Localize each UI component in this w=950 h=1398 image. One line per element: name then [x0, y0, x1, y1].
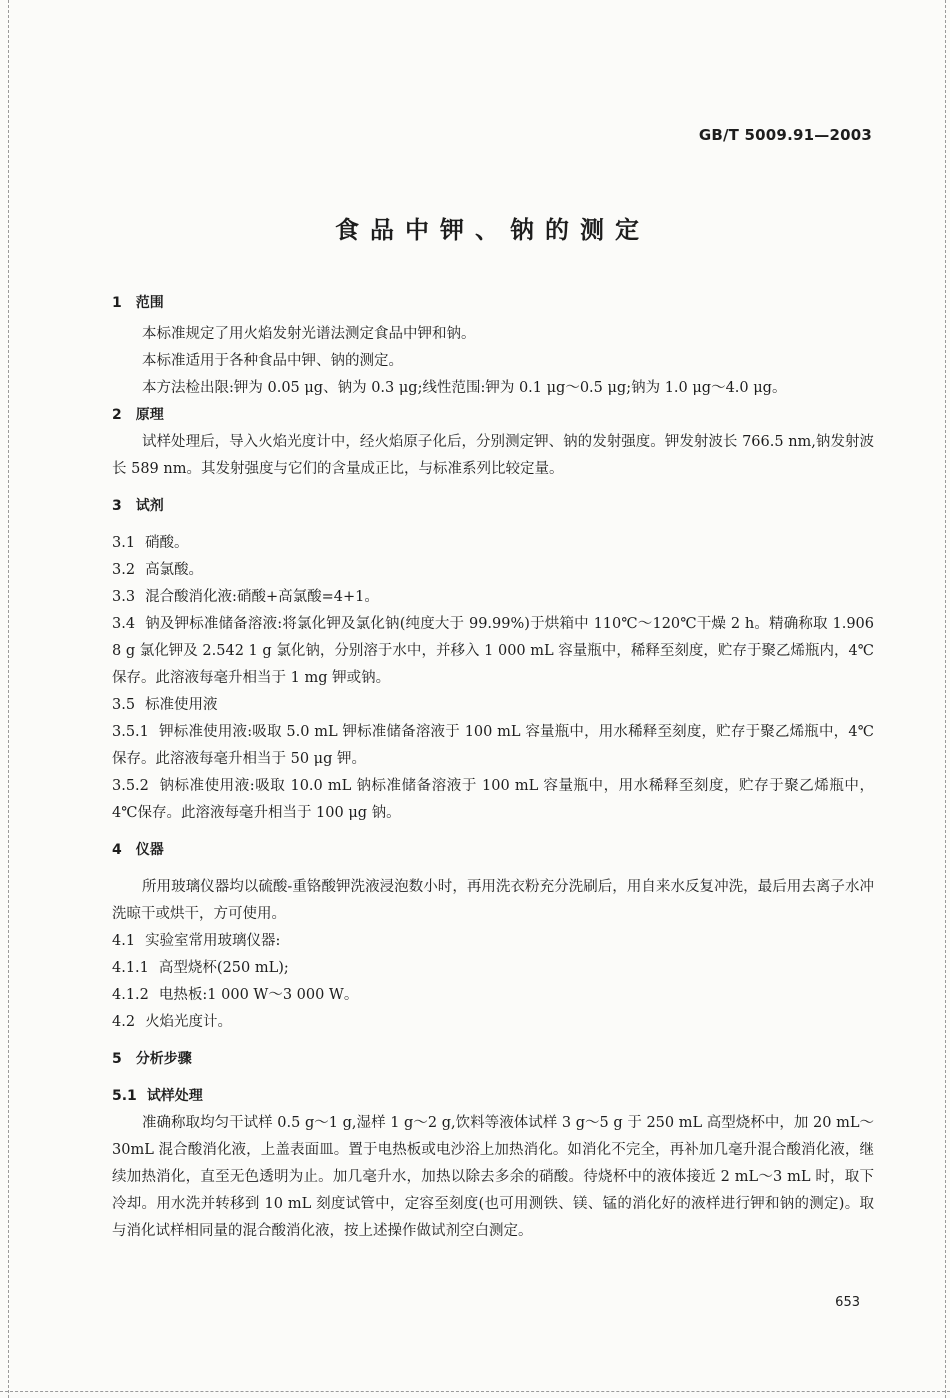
list-item: 3.5.1 钾标准使用液:吸取 5.0 mL 钾标准储备溶液于 100 mL 容量瓶中，用水稀释至刻度，贮存于聚乙烯瓶中，4℃保存。此溶液每毫升相当于 50 μg 钾。 — [112, 724, 874, 767]
section-title: 试剂 — [135, 498, 164, 514]
paragraph: 本方法检出限:钾为 0.05 μg、钠为 0.3 μg;线性范围:钾为 0.1 μg～0.5 μg;钠为 1.0 μg～4.0 μg。 — [142, 380, 787, 396]
list-item: 3.2 高氯酸。 — [112, 562, 204, 578]
section-heading-principle — [112, 402, 874, 429]
section-title: 原理 — [135, 407, 164, 423]
scan-edge-bottom — [0, 1391, 950, 1392]
section-heading-procedure — [112, 1046, 874, 1073]
section-number: 5 — [112, 1051, 122, 1067]
paragraph: 试样处理后，导入火焰光度计中，经火焰原子化后，分别测定钾、钠的发射强度。钾发射波长 766.5 nm,钠发射波长 589 nm。其发射强度与它们的含量成正比，与标准系列比较定量。 — [112, 434, 875, 477]
section-heading-scope — [112, 290, 874, 317]
paragraph: 本标准适用于各种食品中钾、钠的测定。 — [142, 353, 403, 369]
section-number: 4 — [112, 842, 122, 858]
list-item: 3.5.2 钠标准使用液:吸取 10.0 mL 钠标准储备溶液于 100 mL 容量瓶中，用水稀释至刻度，贮存于聚乙烯瓶中，4℃保存。此溶液每毫升相当于 100 μg 钠。 — [112, 778, 874, 821]
section-heading-apparatus — [112, 837, 874, 864]
list-item: 4.1.2 电热板:1 000 W～3 000 W。 — [112, 987, 359, 1003]
document-body — [112, 290, 874, 1245]
list-item: 4.1.1 高型烧杯(250 mL); — [112, 960, 289, 976]
subsection-heading-sample-treatment: 5.1 试样处理 — [112, 1088, 203, 1104]
section-title: 范围 — [135, 295, 164, 311]
paragraph: 准确称取均匀干试样 0.5 g～1 g,湿样 1 g～2 g,饮料等液体试样 3 g～5 g 于 250 mL 高型烧杯中，加 20 mL～30mL 混合酸消化液，上盖表面皿。置于电热板或电沙浴上加热消化。如消化不完全，再补加几毫升混合酸消化液，继续加热消化，直至无色透明为止。加几毫升水，加热以除去多余的硝酸。待烧杯中的液体接近 2 mL～3 mL 时，取下冷却。用水洗并转移到 10 mL 刻度试管中，定容至刻度(也可用测铁、镁、锰的消化好的液样进行钾和钠的测定)。取与消化试样相同量的混合酸消化液，按上述操作做试剂空白测定。 — [112, 1115, 874, 1239]
section-title: 仪器 — [135, 842, 164, 858]
standard-number: GB/T 5009.91—2003 — [698, 126, 872, 144]
paragraph: 本标准规定了用火焰发射光谱法测定食品中钾和钠。 — [142, 326, 476, 342]
list-item: 3.1 硝酸。 — [112, 535, 189, 551]
page-title: 食品中钾、钠的测定 — [335, 216, 650, 244]
section-number: 3 — [112, 498, 122, 514]
list-item: 4.1 实验室常用玻璃仪器: — [112, 933, 281, 949]
page-number: 653 — [835, 1295, 860, 1310]
section-heading-reagents — [112, 493, 874, 520]
paragraph: 所用玻璃仪器均以硫酸-重铬酸钾洗液浸泡数小时，再用洗衣粉充分洗刷后，用自来水反复冲洗，最后用去离子水冲洗晾干或烘干，方可使用。 — [112, 879, 874, 922]
list-item: 3.5 标准使用液 — [112, 697, 218, 713]
list-item: 3.3 混合酸消化液:硝酸+高氯酸=4+1。 — [112, 589, 379, 605]
section-number: 2 — [112, 407, 122, 423]
list-item: 3.4 钠及钾标准储备溶液:将氯化钾及氯化钠(纯度大于 99.99%)于烘箱中 110℃～120℃干燥 2 h。精确称取 1.906 8 g 氯化钾及 2.542 1 g 氯化钠，分别溶于水中，并移入 1 000 mL 容量瓶中，稀释至刻度，贮存于聚乙烯瓶内，4℃保存。此溶液每毫升相当于 1 mg 钾或钠。 — [112, 616, 874, 686]
section-title: 分析步骤 — [135, 1051, 192, 1067]
list-item: 4.2 火焰光度计。 — [112, 1014, 233, 1030]
section-number: 1 — [112, 295, 122, 311]
